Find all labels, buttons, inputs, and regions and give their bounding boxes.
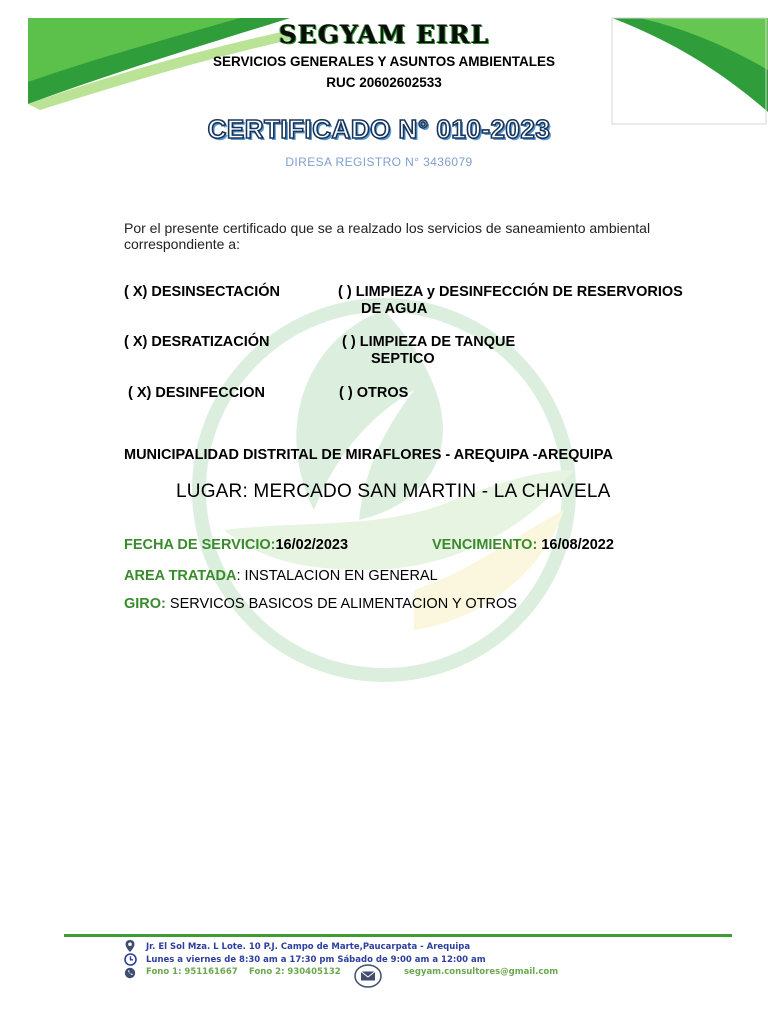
area-label: AREA TRATADA — [124, 568, 237, 584]
option-limpieza-tanque-line2: SEPTICO — [371, 351, 435, 367]
clock-icon — [124, 953, 137, 966]
footer-hours: Lunes a viernes de 8:30 am a 17:30 pm Sábado de 9:00 am a 12:00 am — [146, 955, 486, 965]
expiry-label: VENCIMIENTO: — [432, 537, 538, 553]
footer-phone-1: Fono 1: 951161667 — [146, 967, 238, 977]
option-otros: ( ) OTROS — [339, 385, 409, 401]
area-value: : INSTALACION EN GENERAL — [236, 568, 438, 584]
company-subtitle: SERVICIOS GENERALES Y ASUNTOS AMBIENTALES — [212, 54, 556, 69]
certificate-title: CERTIFICADO N° 010-2023 — [207, 114, 551, 144]
service-date-label: FECHA DE SERVICIO: — [124, 537, 276, 553]
diresa-registro: DIRESA REGISTRO N° 3436079 — [285, 155, 473, 169]
option-limpieza-tanque: ( ) LIMPIEZA DE TANQUE — [342, 334, 516, 350]
option-limpieza-reservorios: ( ) LIMPIEZA y DESINFECCIÓN DE RESERVORIOS — [338, 284, 683, 300]
giro-label: GIRO: — [124, 596, 166, 612]
service-date-row — [124, 537, 348, 553]
intro-text: Por el presente certificado que se a realzado los servicios de saneamiento ambiental correspondiente a: — [124, 220, 651, 252]
email-envelope-icon — [354, 964, 382, 988]
whatsapp-icon — [124, 967, 136, 979]
location-pin-icon — [124, 939, 136, 953]
company-ruc: RUC 20602602533 — [326, 75, 442, 90]
watermark-leaf-logo — [184, 270, 584, 690]
footer-address: Jr. El Sol Mza. L Lote. 10 P.J. Campo de Marte,Paucarpata - Arequipa — [146, 942, 471, 952]
expiry-row — [432, 537, 614, 553]
footer-phone-2: Fono 2: 930405132 — [249, 967, 341, 977]
option-limpieza-reservorios-line2: DE AGUA — [361, 301, 428, 317]
service-date-value: 16/02/2023 — [275, 537, 349, 553]
option-desinsectacion: ( X) DESINSECTACIÓN — [124, 284, 281, 300]
client-municipality: MUNICIPALIDAD DISTRITAL DE MIRAFLORES - AREQUIPA -AREQUIPA — [124, 447, 613, 463]
giro-row — [124, 596, 517, 612]
option-desinfeccion: ( X) DESINFECCION — [128, 385, 265, 401]
area-row — [124, 568, 438, 584]
option-desratizacion: ( X) DESRATIZACIÓN — [124, 334, 270, 350]
giro-value: SERVICOS BASICOS DE ALIMENTACION Y OTROS — [165, 596, 517, 612]
footer-email[interactable]: segyam.consultores@gmail.com — [404, 967, 559, 977]
service-location: LUGAR: MERCADO SAN MARTIN - LA CHAVELA — [176, 481, 611, 502]
company-name: SEGYAM EIRL — [278, 20, 490, 49]
expiry-value: 16/08/2022 — [541, 537, 614, 553]
footer-divider — [64, 934, 732, 937]
